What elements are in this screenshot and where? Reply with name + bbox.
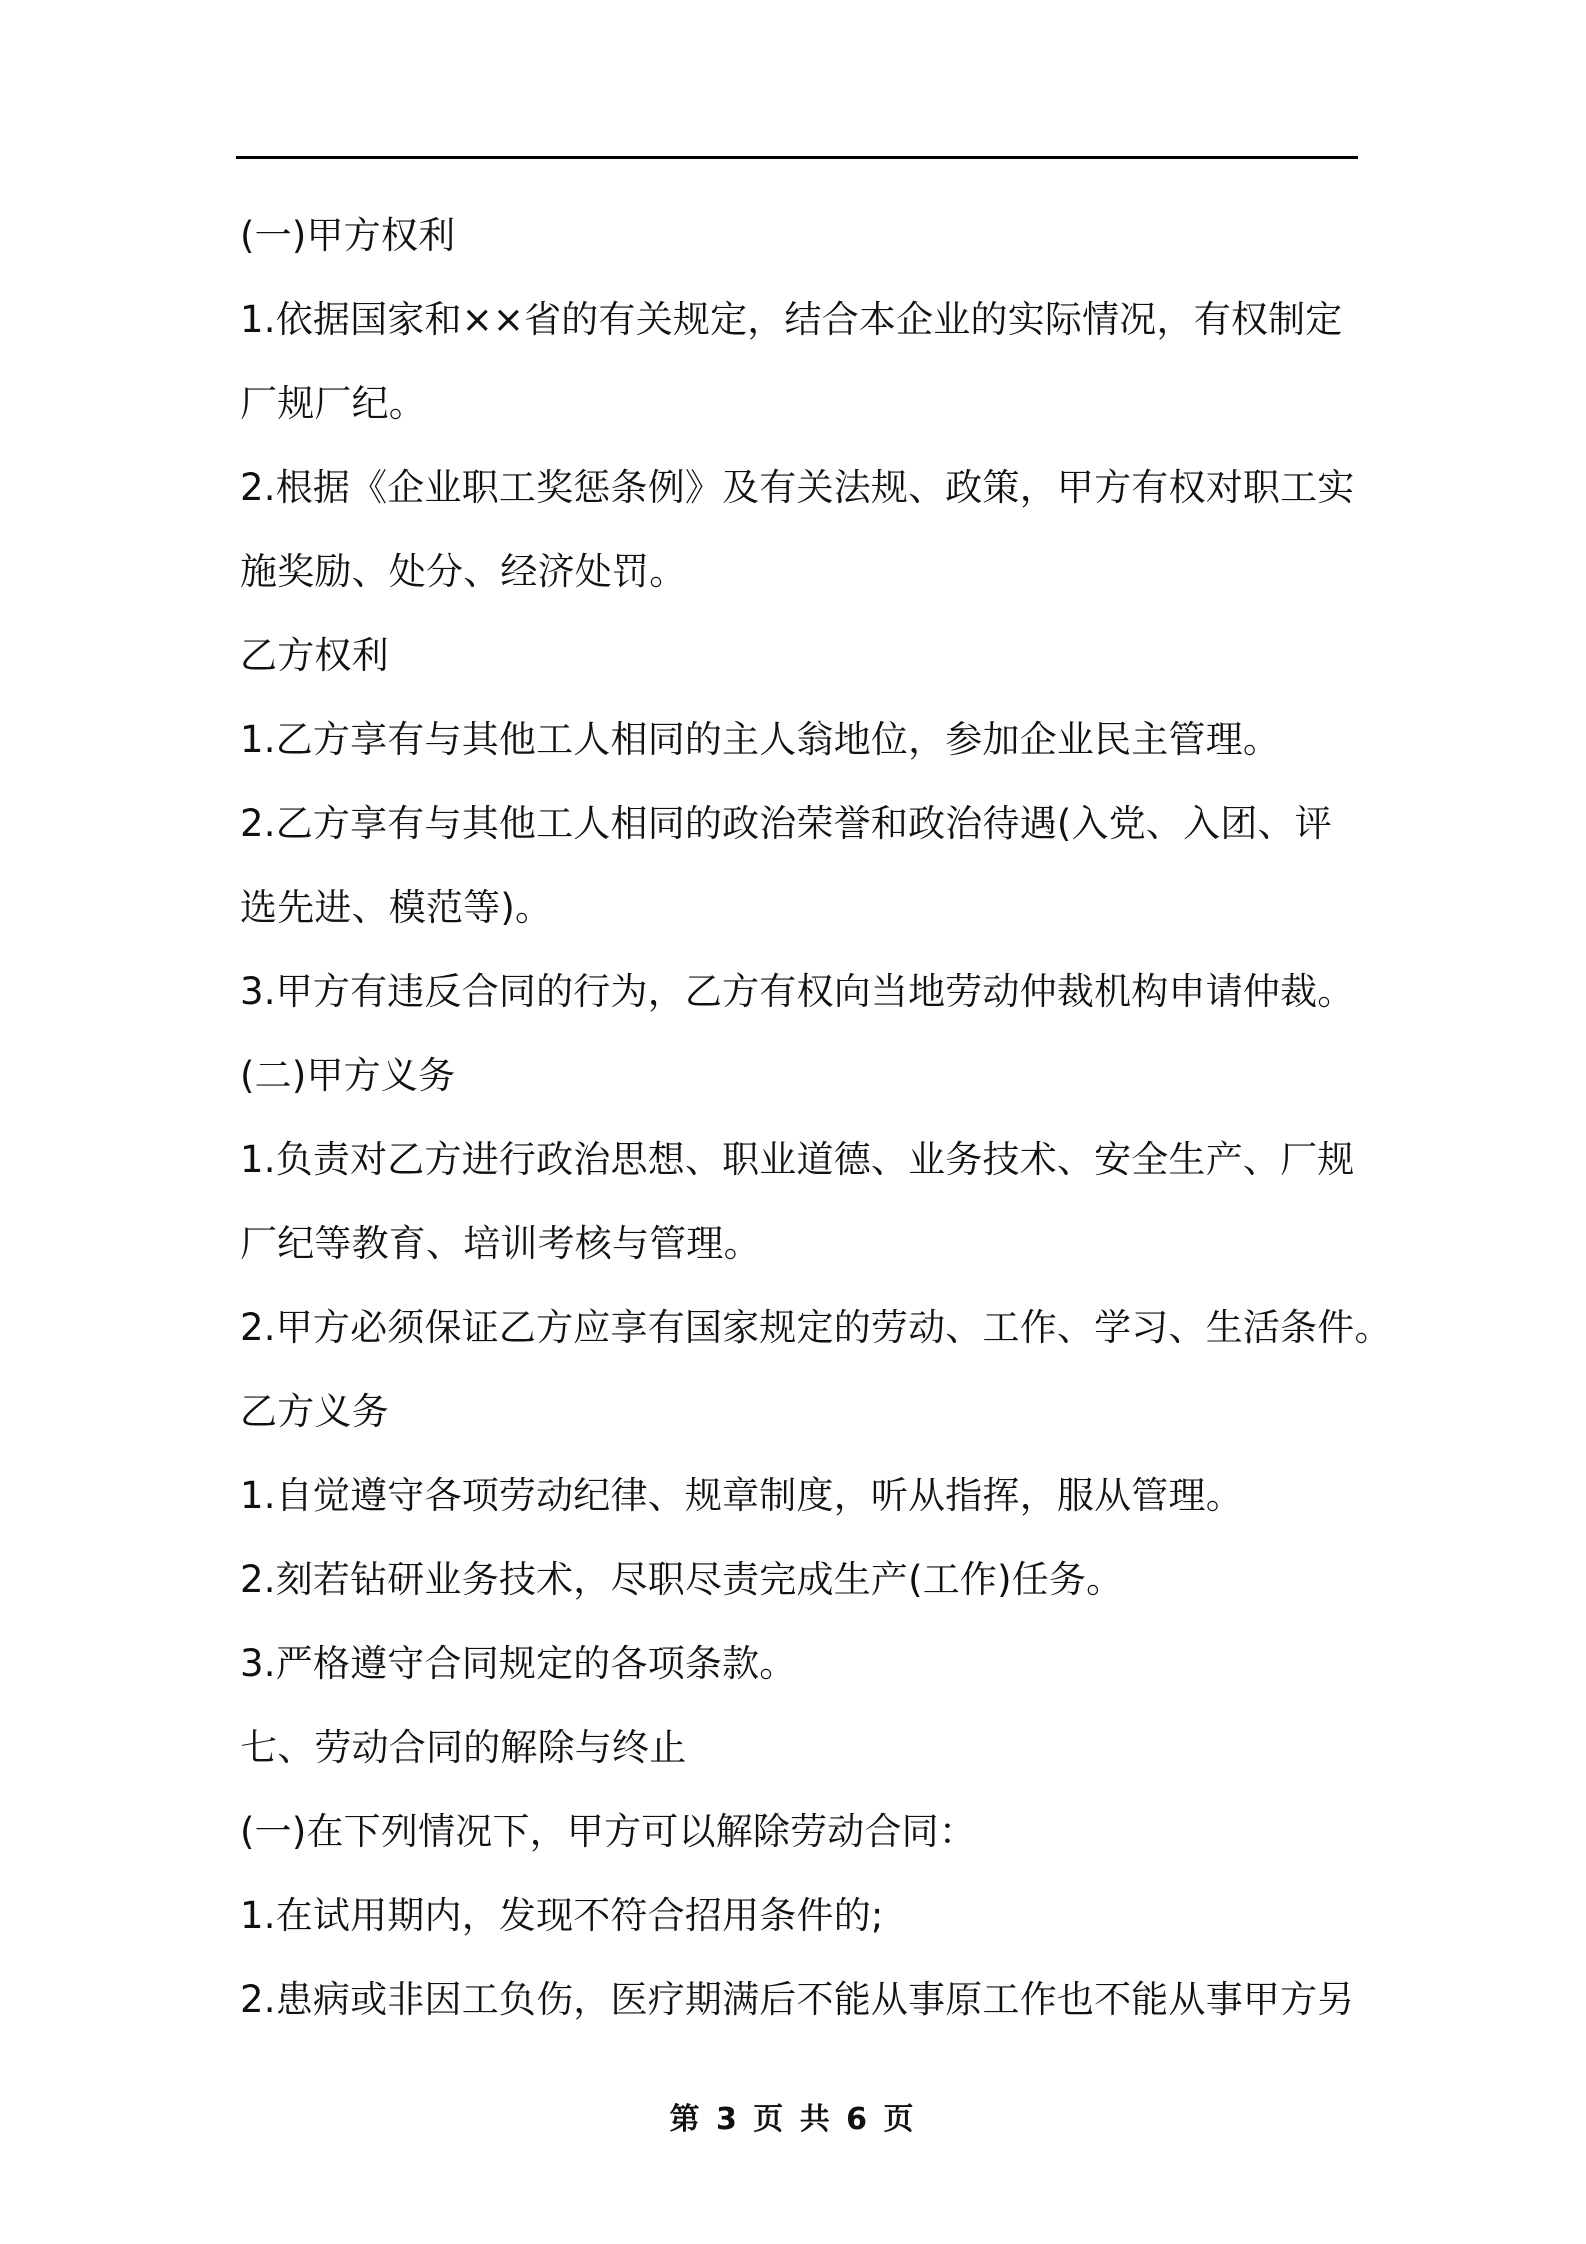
page-number: 第 3 页 共 6 页 xyxy=(669,2102,917,2137)
text-line: 乙方权利 xyxy=(240,634,389,677)
text-line: 3.严格遵守合同规定的各项条款。 xyxy=(240,1642,797,1685)
text-line: 厂规厂纪。 xyxy=(240,382,426,425)
document-body xyxy=(240,194,1392,2042)
text-line: 1.在试用期内，发现不符合招用条件的; xyxy=(240,1894,884,1937)
text-line: 1.自觉遵守各项劳动纪律、规章制度，听从指挥，服从管理。 xyxy=(240,1474,1243,1517)
text-line: 2.乙方享有与其他工人相同的政治荣誉和政治待遇(入党、入团、评 xyxy=(240,802,1332,845)
text-line: 选先进、模范等)。 xyxy=(240,886,553,929)
header-rule xyxy=(236,156,1358,159)
text-line: 2.甲方必须保证乙方应享有国家规定的劳动、工作、学习、生活条件。 xyxy=(240,1306,1392,1349)
text-line: 乙方义务 xyxy=(240,1390,389,1433)
text-line: (二)甲方义务 xyxy=(240,1054,456,1097)
text-line: 施奖励、处分、经济处罚。 xyxy=(240,550,687,593)
text-line: (一)甲方权利 xyxy=(240,214,456,257)
text-line: 2.刻若钻研业务技术，尽职尽责完成生产(工作)任务。 xyxy=(240,1558,1124,1601)
text-line: (一)在下列情况下，甲方可以解除劳动合同： xyxy=(240,1810,977,1853)
text-line: 1.依据国家和××省的有关规定，结合本企业的实际情况，有权制定 xyxy=(240,298,1343,341)
text-line: 1.乙方享有与其他工人相同的主人翁地位，参加企业民主管理。 xyxy=(240,718,1281,761)
text-line: 2.患病或非因工负伤，医疗期满后不能从事原工作也不能从事甲方另 xyxy=(240,1978,1355,2021)
text-line: 3.甲方有违反合同的行为，乙方有权向当地劳动仲裁机构申请仲裁。 xyxy=(240,970,1355,1013)
text-line: 厂纪等教育、培训考核与管理。 xyxy=(240,1222,761,1265)
text-line: 1.负责对乙方进行政治思想、职业道德、业务技术、安全生产、厂规 xyxy=(240,1138,1355,1181)
text-line: 七、劳动合同的解除与终止 xyxy=(240,1726,687,1769)
text-line: 2.根据《企业职工奖惩条例》及有关法规、政策，甲方有权对职工实 xyxy=(240,466,1355,509)
